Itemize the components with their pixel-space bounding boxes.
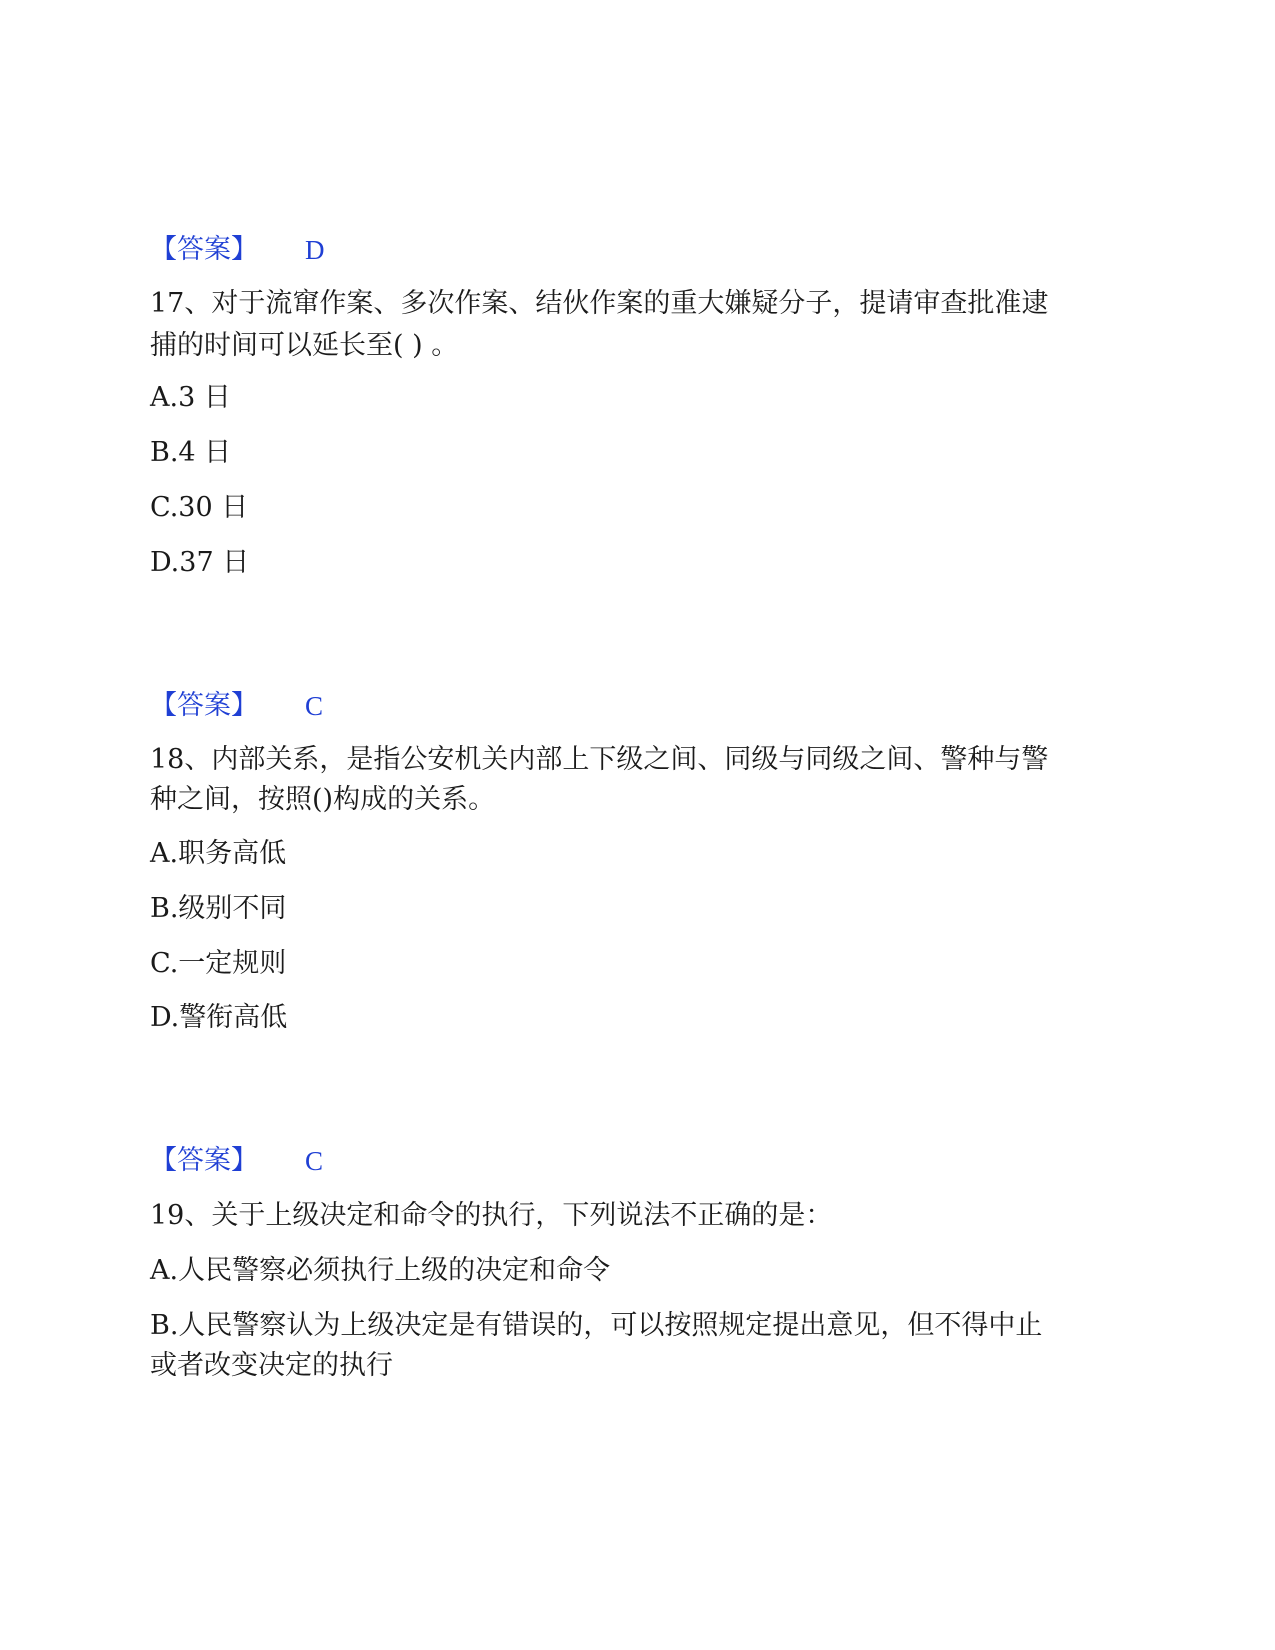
answer-row — [150, 234, 325, 266]
answer-value: C — [305, 691, 324, 721]
answer-row — [150, 1145, 324, 1177]
option-b: B.级别不同 — [150, 893, 287, 924]
question-stem: 19、关于上级决定和命令的执行，下列说法不正确的是： — [150, 1200, 833, 1231]
answer-label: 【答案】 — [150, 234, 258, 265]
answer-label: 【答案】 — [150, 1145, 258, 1176]
answer-label: 【答案】 — [150, 690, 258, 721]
option-b: B.人民警察认为上级决定是有错误的，可以按照规定提出意见，但不得中止 — [150, 1310, 1043, 1341]
question-stem: 17、对于流窜作案、多次作案、结伙作案的重大嫌疑分子，提请审查批准逮 — [150, 288, 1049, 319]
question-stem: 种之间，按照()构成的关系。 — [150, 784, 496, 815]
option-b: B.4 日 — [150, 437, 232, 468]
option-b-continued: 或者改变决定的执行 — [150, 1350, 393, 1381]
question-stem: 捕的时间可以延长至( ) 。 — [150, 330, 459, 361]
option-c: C.一定规则 — [150, 948, 287, 979]
option-c: C.30 日 — [150, 492, 249, 523]
answer-row — [150, 690, 324, 722]
answer-value: C — [305, 1146, 324, 1176]
question-stem: 18、内部关系，是指公安机关内部上下级之间、同级与同级之间、警种与警 — [150, 744, 1049, 775]
option-a: A.人民警察必须执行上级的决定和命令 — [150, 1255, 611, 1286]
option-d: D.37 日 — [150, 547, 250, 578]
option-d: D.警衔高低 — [150, 1002, 288, 1033]
option-a: A.职务高低 — [150, 838, 287, 869]
option-a: A.3 日 — [150, 382, 231, 413]
answer-value: D — [305, 235, 325, 265]
